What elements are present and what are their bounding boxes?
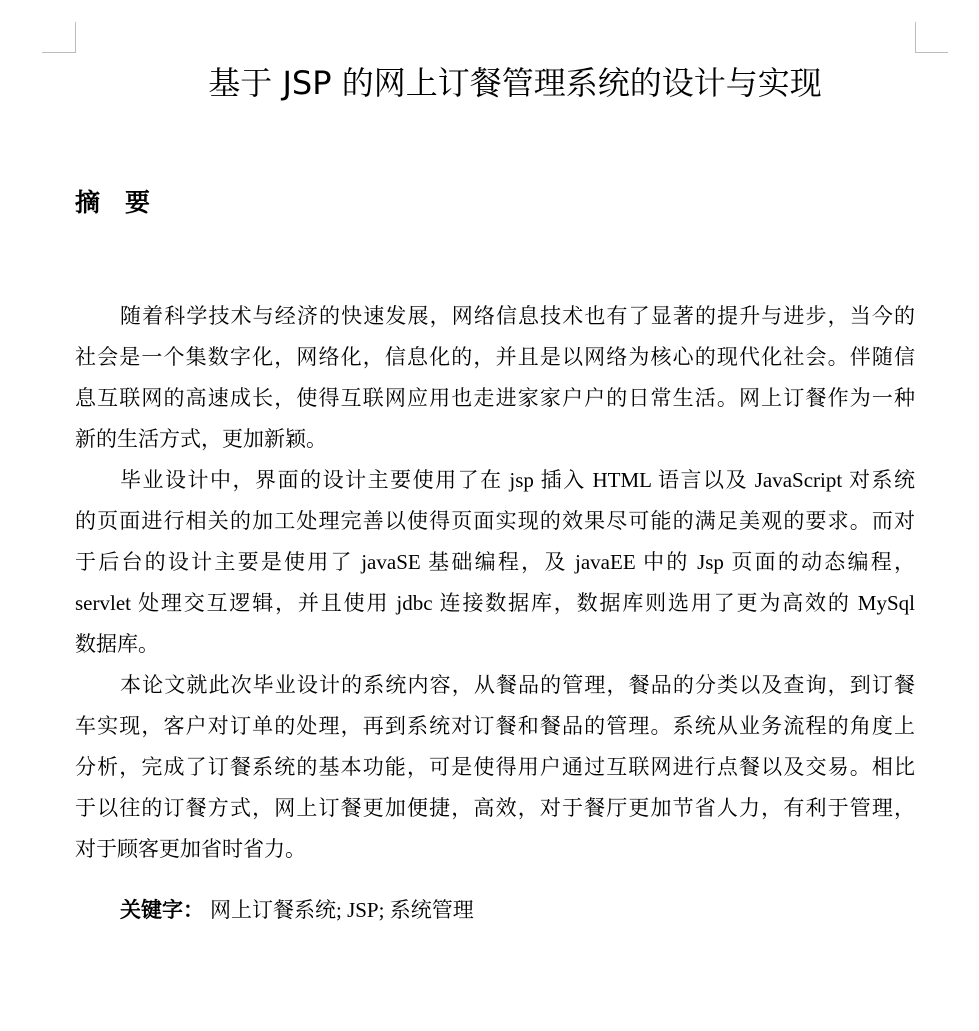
paragraph-line: 分析，完成了订餐系统的基本功能，可是使得用户通过互联网进行点餐以及交易。相比: [75, 755, 915, 779]
keywords-value: 网上订餐系统; JSP; 系统管理: [210, 898, 474, 922]
abstract-paragraph: [75, 665, 915, 870]
paragraph-line: 本论文就此次毕业设计的系统内容，从餐品的管理，餐品的分类以及查询，到订餐: [120, 673, 915, 697]
abstract-paragraph: [75, 460, 915, 665]
corner-mark-top-left-horizontal: [42, 52, 76, 53]
paragraph-line: 的页面进行相关的加工处理完善以使得页面实现的效果尽可能的满足美观的要求。而对: [75, 509, 915, 533]
corner-mark-top-left-vertical: [75, 22, 76, 53]
paragraph-line: 随着科学技术与经济的快速发展，网络信息技术也有了显著的提升与进步，当今的: [120, 304, 915, 328]
paragraph-line: 毕业设计中，界面的设计主要使用了在 jsp 插入 HTML 语言以及 JavaScript 对系统: [120, 468, 915, 492]
paragraph-line: 车实现，客户对订单的处理，再到系统对订餐和餐品的管理。系统从业务流程的角度上: [75, 714, 915, 738]
abstract-paragraph: [75, 296, 915, 460]
paragraph-line: 数据库。: [75, 632, 159, 656]
corner-mark-top-right-vertical: [915, 22, 916, 53]
corner-mark-top-right-horizontal: [915, 52, 948, 53]
paragraph-line: 对于顾客更加省时省力。: [75, 837, 306, 861]
document-title: 基于 JSP 的网上订餐管理系统的设计与实现: [208, 64, 822, 102]
paragraph-line: servlet 处理交互逻辑，并且使用 jdbc 连接数据库，数据库则选用了更为高效的 MySql: [75, 591, 915, 615]
paragraph-line: 社会是一个集数字化，网络化，信息化的，并且是以网络为核心的现代化社会。伴随信: [75, 345, 915, 369]
abstract-body: [75, 296, 915, 870]
paragraph-line: 息互联网的高速成长，使得互联网应用也走进家家户户的日常生活。网上订餐作为一种: [75, 386, 915, 410]
keywords-label: 关键字：: [120, 898, 204, 922]
paragraph-line: 于后台的设计主要是使用了 javaSE 基础编程，及 javaEE 中的 Jsp 页面的动态编程，: [75, 550, 915, 574]
paragraph-line: 于以往的订餐方式，网上订餐更加便捷，高效，对于餐厅更加节省人力，有利于管理，: [75, 796, 915, 820]
keywords-line: [120, 890, 474, 931]
abstract-heading: 摘 要: [75, 188, 151, 217]
paragraph-line: 新的生活方式，更加新颖。: [75, 427, 327, 451]
